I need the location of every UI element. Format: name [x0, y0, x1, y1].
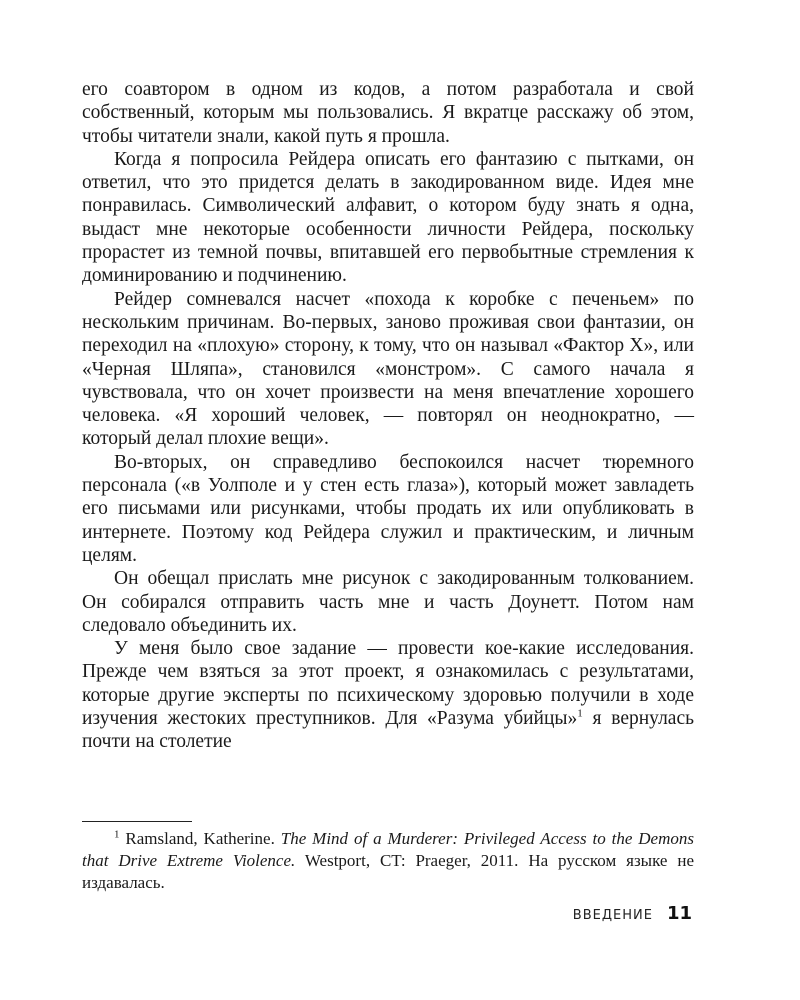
- footnote-reference[interactable]: 1: [577, 707, 583, 720]
- paragraph-5: Он обещал прислать мне рисунок с закодированным толкованием. Он собирался отправить часть мне и часть Доунетт. Потом нам следовало объединить их.: [82, 568, 694, 636]
- footnote-title: The Mind of a Murderer: Privileged Access to the Demons that Drive Extreme Violence.: [82, 829, 694, 870]
- footnote-author: Ramsland, Katherine.: [119, 829, 281, 848]
- paragraph-4: Во-вторых, он справедливо беспокоился насчет тюремного персонала («в Уолполе и у стен есть глаза»), который может завладеть его письмами или рисунками, чтобы продать их или опубликовать в интернете. Поэтому код Рейдера служил и практическим, и личным целям.: [82, 451, 694, 566]
- footnote-marker: 1: [114, 828, 120, 841]
- footnote-text: [82, 828, 694, 894]
- footnote-divider: [82, 821, 192, 822]
- paragraph-6-tail: я вернулась почти на столетие: [82, 708, 694, 753]
- footnote: [82, 828, 694, 894]
- paragraph-6-main: У меня было свое задание — провести кое-какие исследования. Прежде чем взяться за этот проект, я ознакомилась с результатами, которые другие эксперты по психическому здоровью получили в ходе изучения жестоких преступников. Для «Разума убийцы»: [82, 638, 694, 730]
- footnote-publisher: Westport, CT: Praeger, 2011.: [295, 851, 519, 870]
- main-text: [82, 78, 694, 754]
- paragraph-1: его соавтором в одном из кодов, а потом разработала и свой собственный, которым мы пользовались. Я вкратце расскажу об этом, чтобы читатели знали, какой путь я прошла.: [82, 79, 694, 147]
- paragraph-3: Рейдер сомневался насчет «похода к коробке с печеньем» по нескольким причинам. Во-первых, заново проживая свои фантазии, он переходил на «плохую» сторону, к тому, что он называл «Фактор Х», или «Черная Шляпа», становился «монстром». С самого начала я чувствовала, что он хочет произвести на меня впечатление хорошего человека. «Я хороший человек, — повторял он неоднократно, — который делал плохие вещи».: [82, 288, 694, 450]
- footnote-note: На русском языке не издавалась.: [82, 851, 694, 892]
- running-footer: [573, 903, 692, 924]
- footer-section-title: ВВЕДЕНИЕ: [572, 908, 653, 923]
- paragraph-2: Когда я попросила Рейдера описать его фантазию с пытками, он ответил, что это придется делать в закодированном виде. Идея мне понравилась. Символический алфавит, о котором буду знать я одна, выдаст мне некоторые особенности личности Рейдера, поскольку прорастет из темной почвы, впитавшей его первобытные стремления к доминированию и подчинению.: [82, 148, 694, 287]
- paragraph-6: [82, 637, 694, 753]
- page-number: 11: [666, 903, 692, 924]
